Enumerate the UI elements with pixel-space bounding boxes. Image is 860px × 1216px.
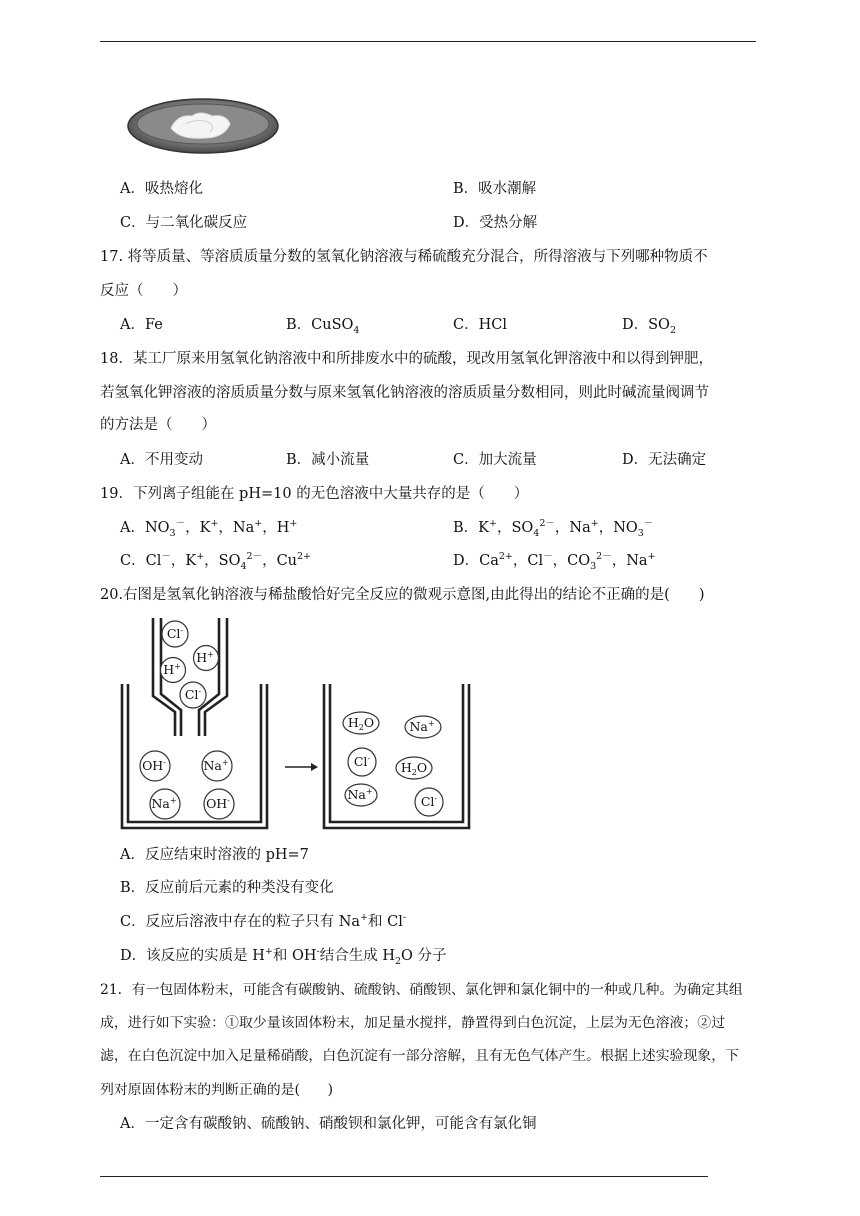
molecule-h2o-right-1: [343, 712, 379, 734]
svg-text:OH-: OH-: [142, 758, 166, 773]
q21-stem-line1: 21．有一包固体粉末，可能含有碳酸钠、硫酸钠、硝酸钡、氯化钾和氯化铜中的一种或几种。为确定其组: [100, 982, 743, 998]
ion-na-left-2: [150, 789, 180, 819]
ion-h-tube-1: [161, 658, 186, 683]
svg-text:H+: H+: [163, 662, 181, 677]
svg-text:Cl-: Cl-: [353, 754, 371, 769]
q20-option-d: D．该反应的实质是 H+和 OH-结合生成 $H_2O$ 分子: [120, 946, 447, 967]
header-rule: [100, 41, 756, 42]
q18-stem-line2: 若氢氧化钾溶液的溶质质量分数与原来氢氧化钠溶液的溶质质量分数相同，则此时碱流量阀调节: [100, 385, 709, 401]
svg-text:H2O: $H_2O$: [400, 760, 428, 777]
svg-text:H+: H+: [196, 650, 214, 665]
q18-option-a: A．不用变动: [120, 452, 203, 468]
svg-text:H2O: $H_2O$: [347, 715, 375, 732]
ion-oh-left-2: [204, 789, 234, 819]
reaction-arrow: [285, 763, 318, 771]
ion-oh-left-1: [140, 751, 170, 781]
q21-option-a: A．一定含有碳酸钠、硫酸钠、硝酸钡和氯化钾，可能含有氯化铜: [120, 1116, 537, 1132]
q18-option-b: B．减小流量: [286, 452, 370, 468]
svg-text:Na+: Na+: [409, 719, 435, 734]
svg-text:Cl-: Cl-: [184, 687, 202, 702]
q17-option-a: A．Fe: [120, 317, 163, 333]
q20-option-a: A．反应结束时溶液的 pH=7: [120, 847, 309, 863]
q17-stem-line2: 反应（ ）: [100, 283, 187, 299]
q18-option-d: D．无法确定: [622, 452, 707, 468]
footer-rule: [100, 1176, 708, 1177]
q17-option-c: C．HCl: [453, 317, 507, 333]
ion-cl-right-1: [348, 748, 376, 776]
evaporating-dish-image: [126, 94, 280, 156]
svg-text:Cl-: Cl-: [420, 794, 438, 809]
ion-cl-tube-1: [162, 621, 188, 647]
q16-option-a: A．吸热熔化: [120, 181, 203, 197]
q17-stem-line1: 17. 将等质量、等溶质质量分数的氢氧化钠溶液与稀硫酸充分混合，所得溶液与下列哪种物质不: [100, 249, 708, 265]
q17-option-d: D．$SO_2$: [622, 317, 676, 336]
q21-stem-line2: 成，进行如下实验：①取少量该固体粉末，加足量水搅拌，静置得到白色沉淀，上层为无色溶液；②过: [100, 1015, 726, 1031]
q19-stem: 19．下列离子组能在 pH=10 的无色溶液中大量共存的是（ ）: [100, 486, 529, 502]
q20-option-b: B．反应前后元素的种类没有变化: [120, 880, 334, 896]
q16-option-b: B．吸水潮解: [453, 181, 537, 197]
ion-cl-tube-2: [180, 682, 206, 708]
q16-option-d: D．受热分解: [453, 215, 538, 231]
q18-stem-line3: 的方法是（ ）: [100, 417, 216, 433]
q17-option-b: B．CuSO$_4$: [286, 317, 360, 336]
q19-option-d: D．$Ca^{2+}$，Cl－，$CO_3^{2-}$，Na+: [453, 551, 656, 572]
q20-option-c: C．反应后溶液中存在的粒子只有 Na+和 Cl-: [120, 912, 407, 930]
q18-option-c: C．加大流量: [453, 452, 537, 468]
svg-text:Na+: Na+: [347, 787, 373, 802]
q19-option-a: A．$NO_3^-$，K+，Na+，H+: [120, 518, 298, 539]
svg-text:Na+: Na+: [203, 758, 229, 773]
neutralization-diagram: [115, 616, 475, 834]
molecule-h2o-right-2: [396, 757, 432, 779]
q21-stem-line3: 滤，在白色沉淀中加入足量稀硝酸，白色沉淀有一部分溶解，且有无色气体产生。根据上述实验现象，下: [100, 1048, 739, 1064]
q20-stem: 20.右图是氢氧化钠溶液与稀盐酸恰好完全反应的微观示意图,由此得出的结论不正确的是( ): [100, 587, 705, 603]
q16-option-c: C．与二氧化碳反应: [120, 215, 248, 231]
ion-na-right-1: [405, 716, 441, 738]
svg-text:Cl-: Cl-: [166, 626, 184, 641]
q21-stem-line4: 列对原固体粉末的判断正确的是( ): [100, 1082, 334, 1098]
q19-option-b: B．K+，$SO_4^{2-}$，Na+，$NO_3^-$: [453, 518, 654, 539]
q18-stem-line1: 18．某工厂原来用氢氧化钠溶液中和所排废水中的硫酸，现改用氢氧化钾溶液中和以得到钾肥，: [100, 351, 713, 367]
ion-na-left-1: [202, 751, 232, 781]
svg-text:Na+: Na+: [151, 796, 177, 811]
svg-text:OH-: OH-: [206, 796, 230, 811]
ion-na-right-2: [345, 784, 377, 806]
q19-option-c: C．Cl－，K+，$SO_4^{2-}$，$Cu^{2+}$: [120, 551, 312, 572]
ion-h-tube-2: [194, 646, 219, 671]
ion-cl-right-2: [415, 788, 443, 816]
